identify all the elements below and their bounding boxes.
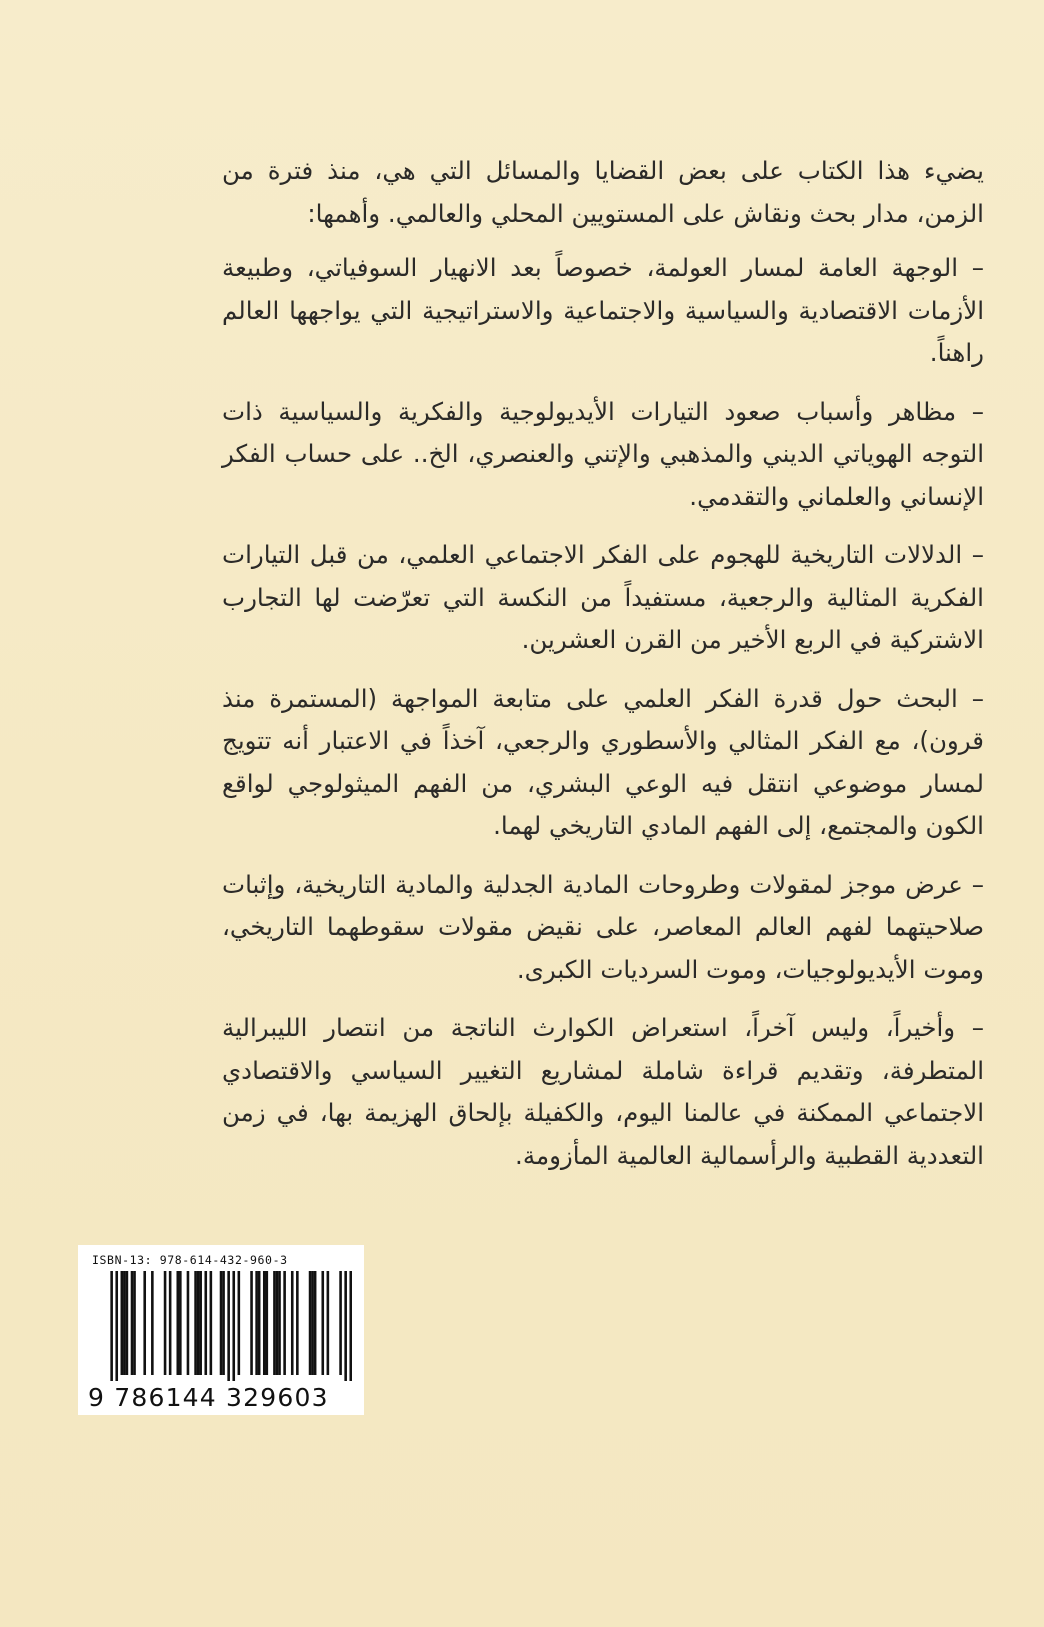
barcode-bar (273, 1271, 276, 1375)
barcode-bar (314, 1271, 317, 1375)
barcode-bar (327, 1271, 330, 1375)
blurb-text (222, 150, 984, 1193)
barcode-bar (210, 1271, 213, 1375)
barcode-bar (220, 1271, 223, 1375)
barcode-bar (263, 1271, 266, 1375)
barcode-bar (296, 1271, 299, 1375)
ean-digits: 9 786144 329603 (88, 1383, 329, 1412)
blurb-point-scientific-thought: – البحث حول قدرة الفكر العلمي على متابعة المواجهة (المستمرة منذ قرون)، مع الفكر المثالي والأسطوري والرجعي، آخذاً في الاعتبار أنه تتويج لمسار موضوعي انتقل فيه الوعي البشري، من الفهم الميثولوجي لواقع الكون والمجتمع، إلى الفهم المادي التاريخي لهما. (222, 683, 984, 840)
barcode-bar (344, 1271, 347, 1381)
barcode-bar (339, 1271, 342, 1375)
barcode-bar (232, 1271, 235, 1381)
barcode-bar (349, 1271, 352, 1381)
blurb-point-globalization: – الوجهة العامة لمسار العولمة، خصوصاً بعد الانهيار السوفياتي، وطبيعة الأزمات الاقتصادية والسياسية والاجتماعية والاستراتيجية التي يواجهها العالم راهناً. (222, 253, 984, 367)
barcode-bar (227, 1271, 230, 1381)
barcode-bar (143, 1271, 146, 1375)
blurb-point-identity-currents: – مظاهر وأسباب صعود التيارات الأيديولوجية والفكرية والسياسية ذات التوجه الهوياتي الديني والمذهبي والإتني والعنصري، الخ.. على حساب الفكر الإنساني والعلماني والتقدمي. (222, 396, 984, 511)
barcode-bar (283, 1271, 286, 1375)
barcode-bar (121, 1271, 124, 1375)
barcode-bar (123, 1271, 126, 1375)
barcode-bar (179, 1271, 182, 1375)
barcode-bar (278, 1271, 281, 1375)
barcode-bar (176, 1271, 179, 1375)
barcode-bar (311, 1271, 314, 1375)
barcode-bar (276, 1271, 279, 1375)
barcode-bar (204, 1271, 207, 1375)
barcode-bar (187, 1271, 190, 1375)
blurb-point-dialectical-materialism: – عرض موجز لمقولات وطروحات المادية الجدلية والمادية التاريخية، وإثبات صلاحيتهما لفهم العالم المعاصر، على نقيض مقولات سقوطهما التاريخي، وموت الأيديولوجيات، وموت السرديات الكبرى. (222, 869, 984, 984)
barcode-bar (321, 1271, 324, 1375)
blurb-intro: يضيء هذا الكتاب على بعض القضايا والمسائل التي هي، منذ فترة من الزمن، مدار بحث ونقاش على المستويين المحلي والعالمي. وأهمها: (222, 156, 984, 228)
barcode-bar (266, 1271, 269, 1375)
isbn-label: ISBN-13: 978-614-432-960-3 (92, 1253, 288, 1267)
barcode-bar (250, 1271, 253, 1375)
barcode-bar (110, 1271, 113, 1381)
barcode-bar (115, 1271, 118, 1381)
barcode-bar (194, 1271, 197, 1375)
barcode-bars (90, 1271, 352, 1381)
barcode-bar (258, 1271, 261, 1375)
barcode-bar (238, 1271, 241, 1375)
barcode-bar (255, 1271, 258, 1375)
barcode-bar (131, 1271, 134, 1375)
barcode-bar (169, 1271, 172, 1375)
barcode-bar (164, 1271, 167, 1375)
barcode-bar (151, 1271, 154, 1375)
barcode-bar (199, 1271, 202, 1375)
barcode-bar (291, 1271, 294, 1375)
isbn-barcode (78, 1245, 364, 1415)
barcode-bar (197, 1271, 200, 1375)
blurb-point-historical-meaning: – الدلالات التاريخية للهجوم على الفكر الاجتماعي العلمي، من قبل التيارات الفكرية المثالية والرجعية، مستفيداً من النكسة التي تعرّضت لها التجارب الاشتركية في الربع الأخير من القرن العشرين. (222, 540, 984, 654)
barcode-bar (133, 1271, 136, 1375)
blurb-point-liberalism-disasters: – وأخيراً، وليس آخراً، استعراض الكوارث الناتجة من انتصار الليبرالية المتطرفة، وتقديم قراءة شاملة لمشاريع التغيير السياسي والاقتصادي الاجتماعي الممكنة في عالمنا اليوم، والكفيلة بإلحاق الهزيمة بها، في زمن التعددية القطبية والرأسمالية العالمية المأزومة. (222, 1013, 984, 1170)
barcode-bar (309, 1271, 312, 1375)
barcode-bar (126, 1271, 129, 1375)
barcode-bar (222, 1271, 225, 1375)
